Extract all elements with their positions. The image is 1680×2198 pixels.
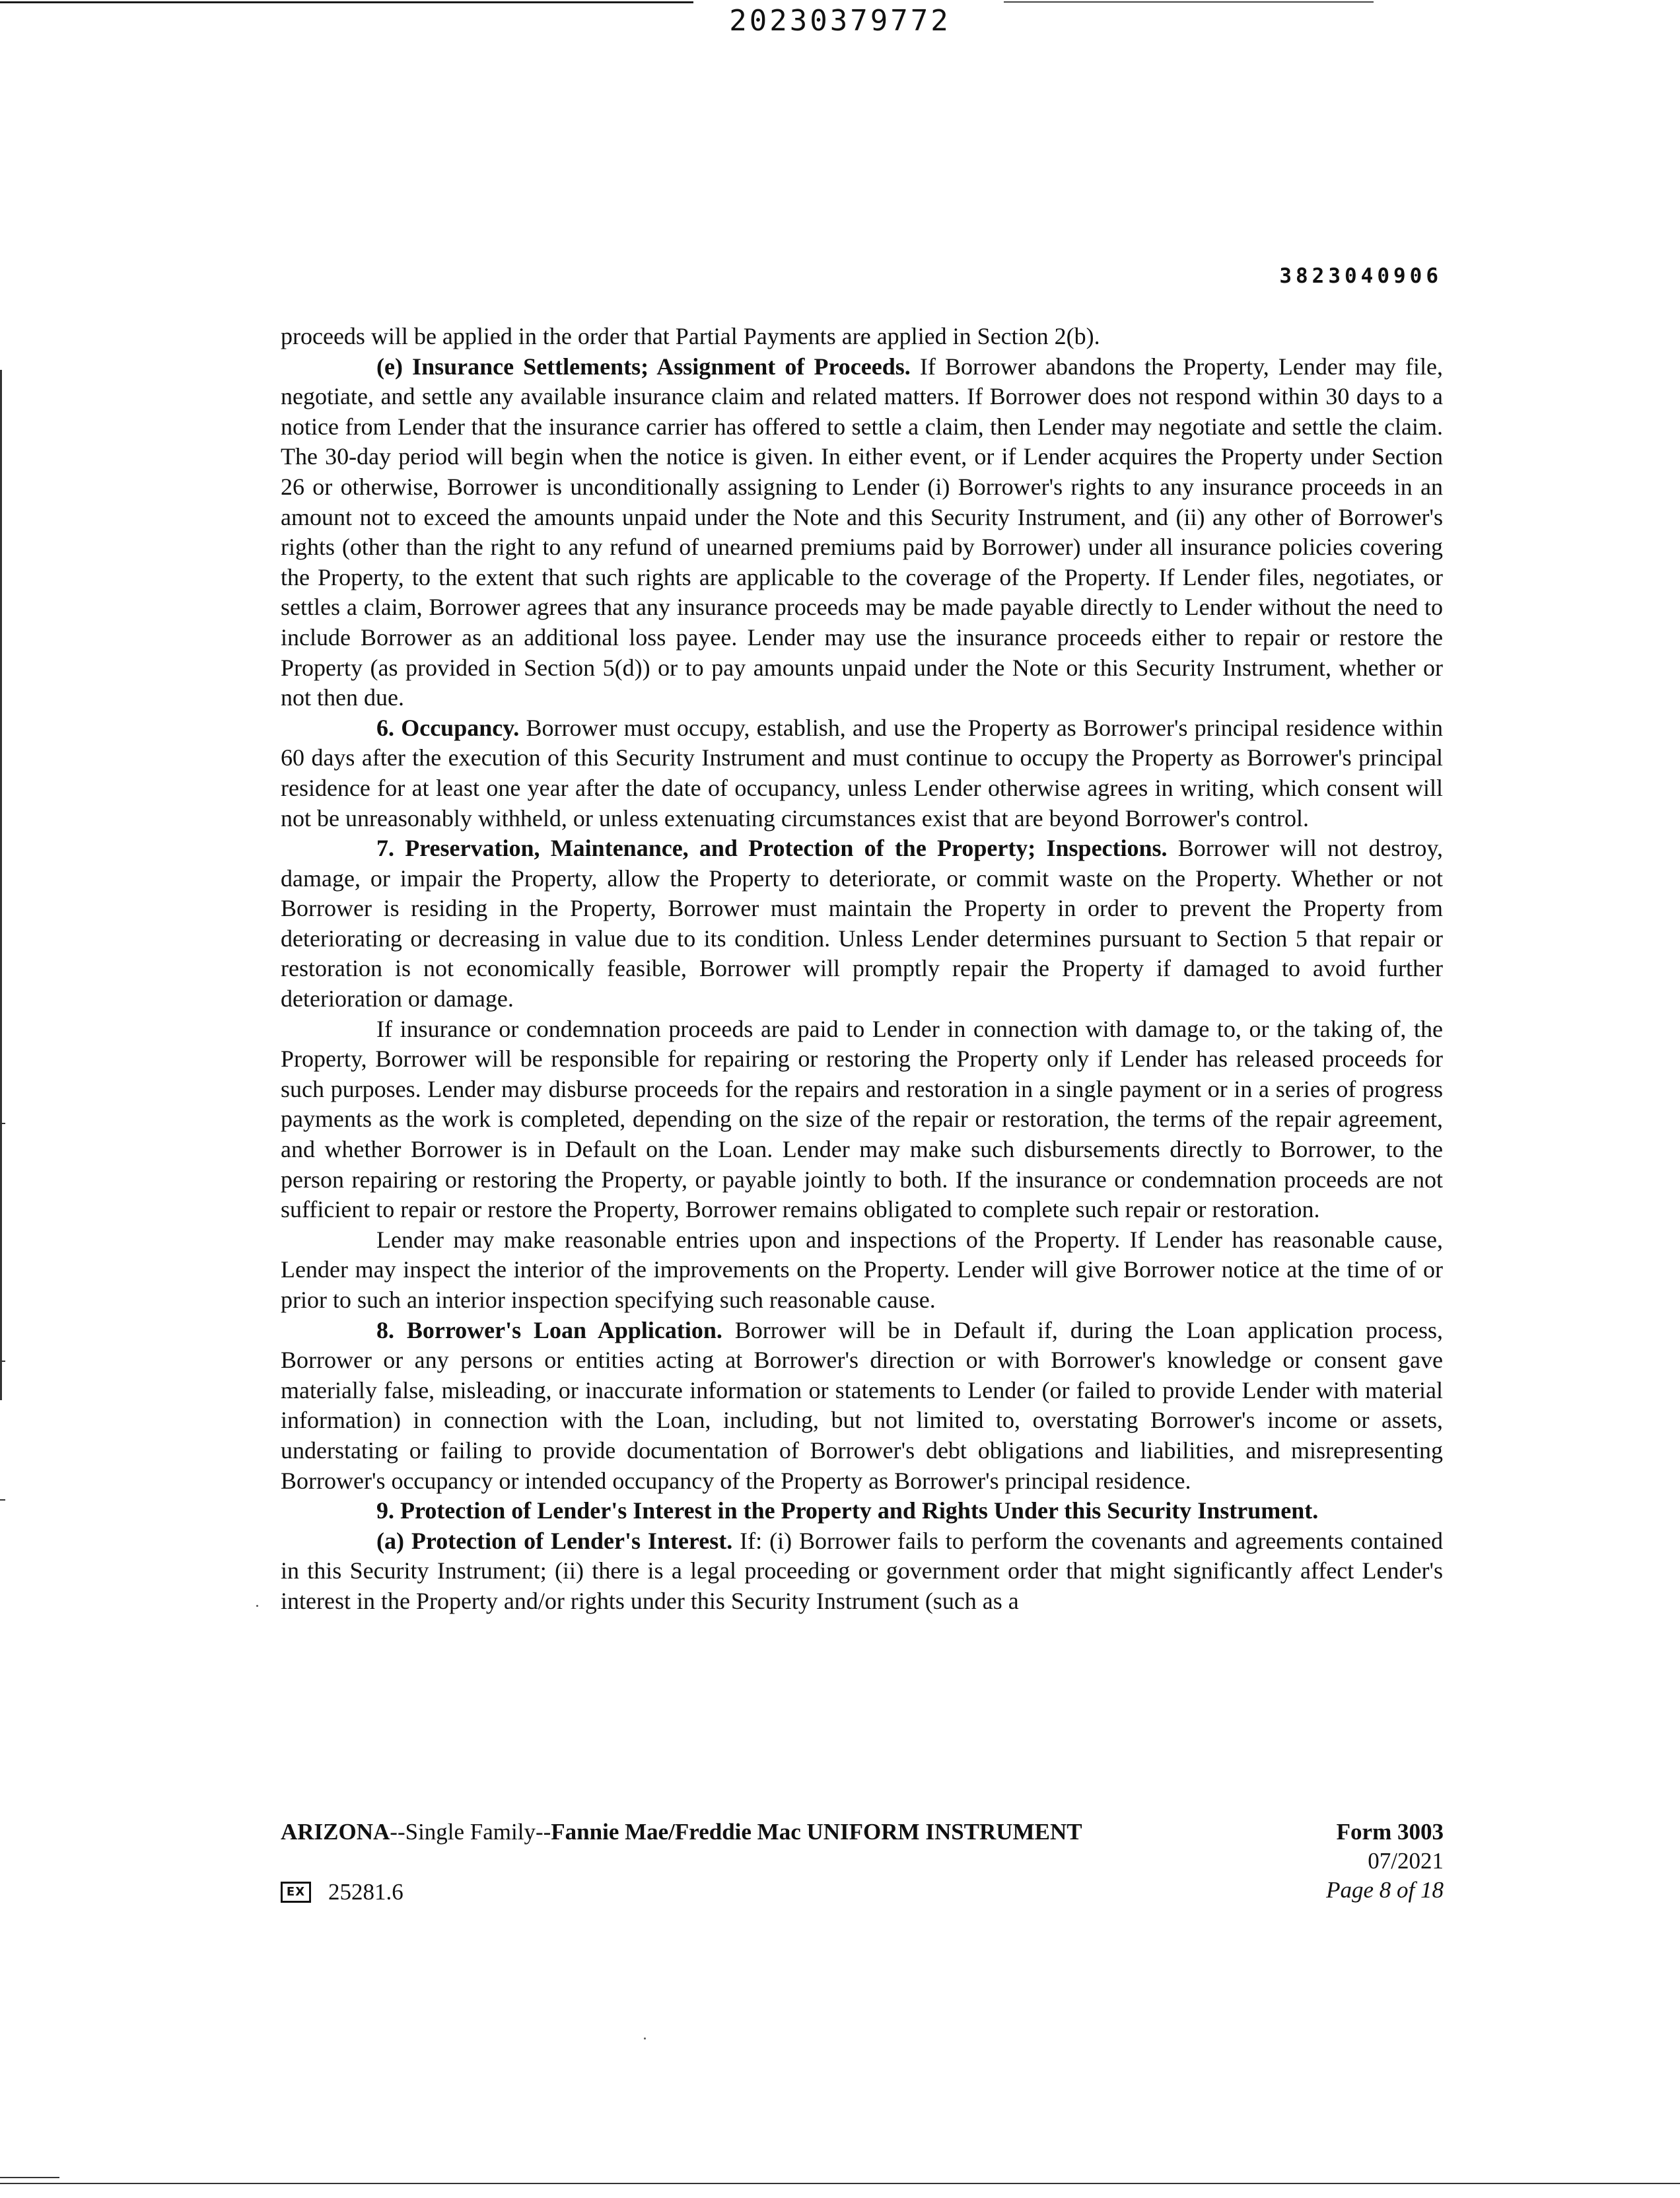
footer-document-code [281, 1878, 403, 1907]
footer-page-number: Page 8 of 18 [1326, 1877, 1444, 1903]
heading-protection-a: (a) Protection of Lender's Interest. [376, 1527, 733, 1554]
left-margin-scan-line [0, 370, 2, 1400]
footer-form-number: Form 3003 [1336, 1819, 1444, 1845]
paragraph-protection-lender-interest: (a) Protection of Lender's Interest. If: (i) Borrower fails to perform the covenants and agreements contained in this Security Instrument; (ii) there is a legal proceeding or government order that might significantly affect Lender's interest in the Property and/or rights under this Security Instrument (such as a [281, 1527, 1444, 1614]
footer-form-title [281, 1818, 1082, 1847]
ex-logo-icon: EX [281, 1882, 311, 1903]
footer-code-number: 25281.6 [328, 1879, 403, 1905]
heading-occupancy: 6. Occupancy. [376, 714, 520, 741]
recording-number: 20230379772 [729, 4, 951, 38]
paragraph-insurance-condemnation: If insurance or condemnation proceeds are paid to Lender in connection with damage to, or the taking of, the Property, Borrower will be responsible for repairing or restoring the Property only if Lender has released proceeds for such purposes. Lender may disburse proceeds for the repairs and restoration in a single payment or in a series of progress payments as the work is completed, depending on the size of the repair or restoration, the terms of the repair agreement, and whether Borrower is in Default on the Loan. Lender may make such disbursements directly to Borrower, to the person repairing or restoring the Property, or payable jointly to both. If the insurance or condemnation proceeds are not sufficient to repair or restore the Property, Borrower remains obligated to complete such repair or restoration. [281, 1015, 1443, 1223]
top-rule-left [0, 1, 693, 3]
paragraph-loan-application: 8. Borrower's Loan Application. Borrower will be in Default if, during the Loan application process, Borrower or any persons or entities acting at Borrower's direction or with Borrower's knowledge or consent gave materially false, misleading, or inaccurate information or statements to Lender (or failed to provide Lender with material information) in connection with the Loan, including, but not limited to, overstating Borrower's income or assets, understating or failing to provide documentation of Borrower's debt obligations and liabilities, and misrepresenting Borrower's occupancy or intended occupancy of the Property as Borrower's principal residence. [281, 1316, 1443, 1494]
bottom-rule [0, 2183, 1680, 2184]
footer-instrument-title: Fannie Mae/Freddie Mac UNIFORM INSTRUMENT [551, 1819, 1082, 1845]
document-body [281, 322, 1443, 1617]
scan-speck [644, 2038, 646, 2039]
paragraph-insurance-settlements: (e) Insurance Settlements; Assignment of Proceeds. If Borrower abandons the Property, Lender may file, negotiate, and settle any available insurance claim and related matters. If Borrower does not respond within 30 days to a notice from Lender that the insurance carrier has offered to settle a claim, then Lender may negotiate and settle the claim. The 30-day period will begin when the notice is given. In either event, or if Lender acquires the Property under Section 26 or otherwise, Borrower is unconditionally assigning to Lender (i) Borrower's rights to any insurance proceeds in an amount not to exceed the amounts unpaid under the Note and this Security Instrument, and (ii) any other of Borrower's rights (other than the right to any refund of unearned premiums paid by Borrower) under all insurance policies covering the Property, to the extent that such rights are applicable to the coverage of the Property. If Lender files, negotiates, or settles a claim, Borrower agrees that any insurance proceeds may be made payable directly to Lender without the need to include Borrower as an additional loss payee. Lender may use the insurance proceeds either to repair or restore the Property (as provided in Section 5(d)) or to pay amounts unpaid under the Note or this Security Instrument, whether or not then due. [281, 353, 1444, 711]
paragraph-proceeds-order: proceeds will be applied in the order that Partial Payments are applied in Section 2(b). [281, 323, 1100, 349]
left-margin-tick [0, 1499, 5, 1501]
paragraph-inspections: Lender may make reasonable entries upon and inspections of the Property. If Lender has reasonable cause, Lender may inspect the interior of the improvements on the Property. Lender will give Borrower notice at the time of or prior to such an interior inspection specifying such reasonable cause. [281, 1226, 1443, 1313]
paragraph-protection-heading [281, 1496, 1443, 1526]
heading-insurance-settlements: (e) Insurance Settlements; Assignment of Proceeds. [376, 353, 911, 380]
footer-state: ARIZONA [281, 1819, 390, 1845]
footer-form-date: 07/2021 [1368, 1848, 1444, 1874]
left-margin-tick [0, 1123, 5, 1124]
heading-loan-application: 8. Borrower's Loan Application. [376, 1316, 722, 1343]
scan-speck [256, 1605, 258, 1607]
heading-protection-lender-interest: 9. Protection of Lender's Interest in the Property and Rights Under this Security Instrument. [376, 1497, 1319, 1524]
paragraph-occupancy: 6. Occupancy. Borrower must occupy, establish, and use the Property as Borrower's principal residence within 60 days after the execution of this Security Instrument and must continue to occupy the Property as Borrower's principal residence for at least one year after the date of occupancy, unless Lender otherwise agrees in writing, which consent will not be unreasonably withheld, or unless extenuating circumstances exist that are beyond Borrower's control. [281, 714, 1443, 832]
loan-number: 3823040906 [1279, 264, 1442, 288]
top-rule-right [1004, 1, 1374, 3]
footer-separator: --Single Family-- [390, 1819, 551, 1845]
heading-preservation: 7. Preservation, Maintenance, and Protection of the Property; Inspections. [376, 835, 1168, 862]
footer-form-info [1326, 1818, 1444, 1905]
bottom-rule-left [0, 2177, 59, 2178]
paragraph-preservation: 7. Preservation, Maintenance, and Protection of the Property; Inspections. Borrower will not destroy, damage, or impair the Property, allow the Property to deteriorate, or commit waste on the Property. Whether or not Borrower is residing in the Property, Borrower must maintain the Property in order to prevent the Property from deteriorating or decreasing in value due to its condition. Unless Lender determines pursuant to Section 5 that repair or restoration is not economically feasible, Borrower will promptly repair the Property if damaged to avoid further deterioration or damage. [281, 835, 1443, 1012]
left-margin-tick [0, 1361, 5, 1362]
